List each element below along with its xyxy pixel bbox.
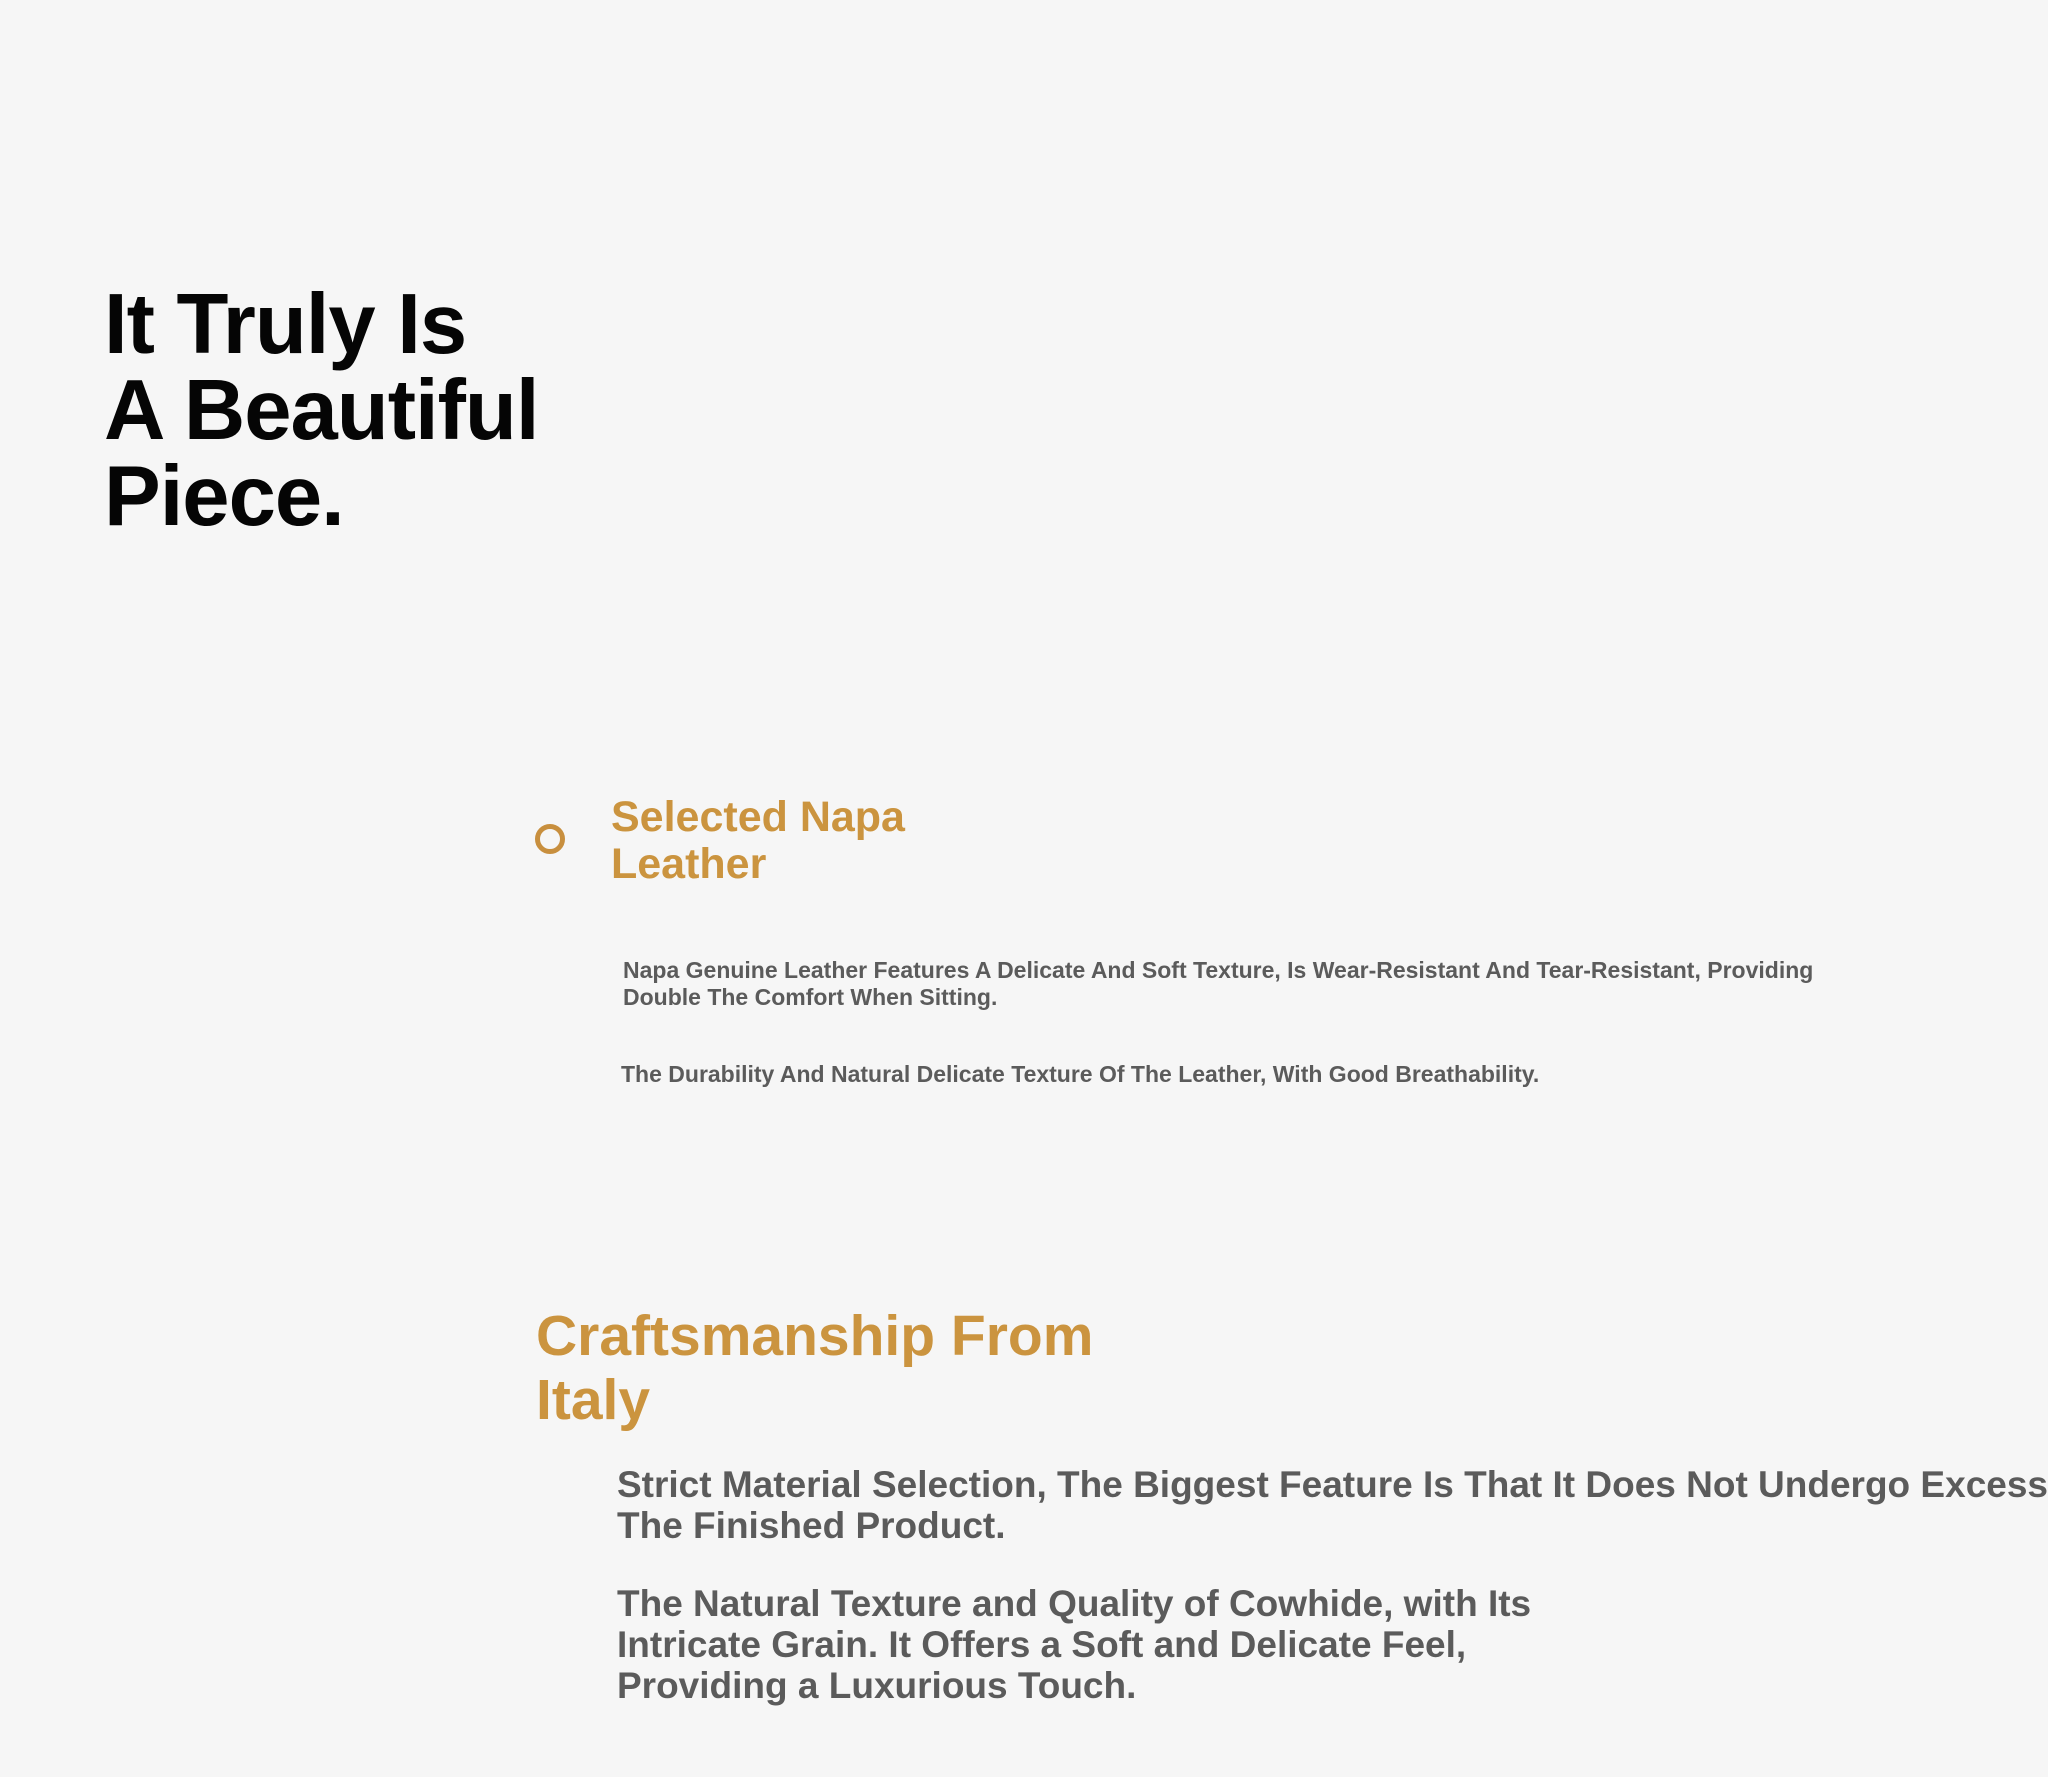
feature-description-line: Double The Comfort When Sitting.: [623, 984, 998, 1010]
ring-icon: [535, 824, 565, 854]
craftsmanship-title-line: Craftsmanship From: [536, 1304, 1094, 1368]
hero-headline-line: Piece.: [104, 449, 344, 544]
craftsmanship-description-line: Strict Material Selection, The Biggest Feature Is That It Does Not Undergo Excess: [617, 1464, 2048, 1505]
craftsmanship-title-line: Italy: [536, 1368, 651, 1432]
craftsmanship-description-line: The Finished Product.: [617, 1505, 1006, 1546]
hero-headline-line: It Truly Is: [104, 277, 467, 372]
craftsmanship-description-line: Intricate Grain. It Offers a Soft and Delicate Feel,: [617, 1624, 1467, 1665]
feature-title-line: Selected Napa: [611, 793, 905, 841]
hero-headline-line: A Beautiful: [104, 363, 539, 458]
feature-description: [621, 1061, 1539, 1088]
feature-description: [623, 957, 1813, 1011]
craftsmanship-description: [617, 1583, 1531, 1706]
craftsmanship-title: [536, 1304, 1093, 1432]
craftsmanship-description-line: Providing a Luxurious Touch.: [617, 1665, 1137, 1706]
craftsmanship-description: [617, 1464, 2048, 1546]
feature-title: [611, 794, 905, 888]
feature-title-line: Leather: [611, 840, 767, 888]
feature-description-line: The Durability And Natural Delicate Texture Of The Leather, With Good Breathability.: [621, 1061, 1540, 1087]
hero-headline: [104, 277, 539, 544]
feature-description-line: Napa Genuine Leather Features A Delicate And Soft Texture, Is Wear-Resistant And Tear-Resistant, Providing: [623, 957, 1814, 983]
craftsmanship-description-line: The Natural Texture and Quality of Cowhide, with Its: [617, 1583, 1532, 1624]
